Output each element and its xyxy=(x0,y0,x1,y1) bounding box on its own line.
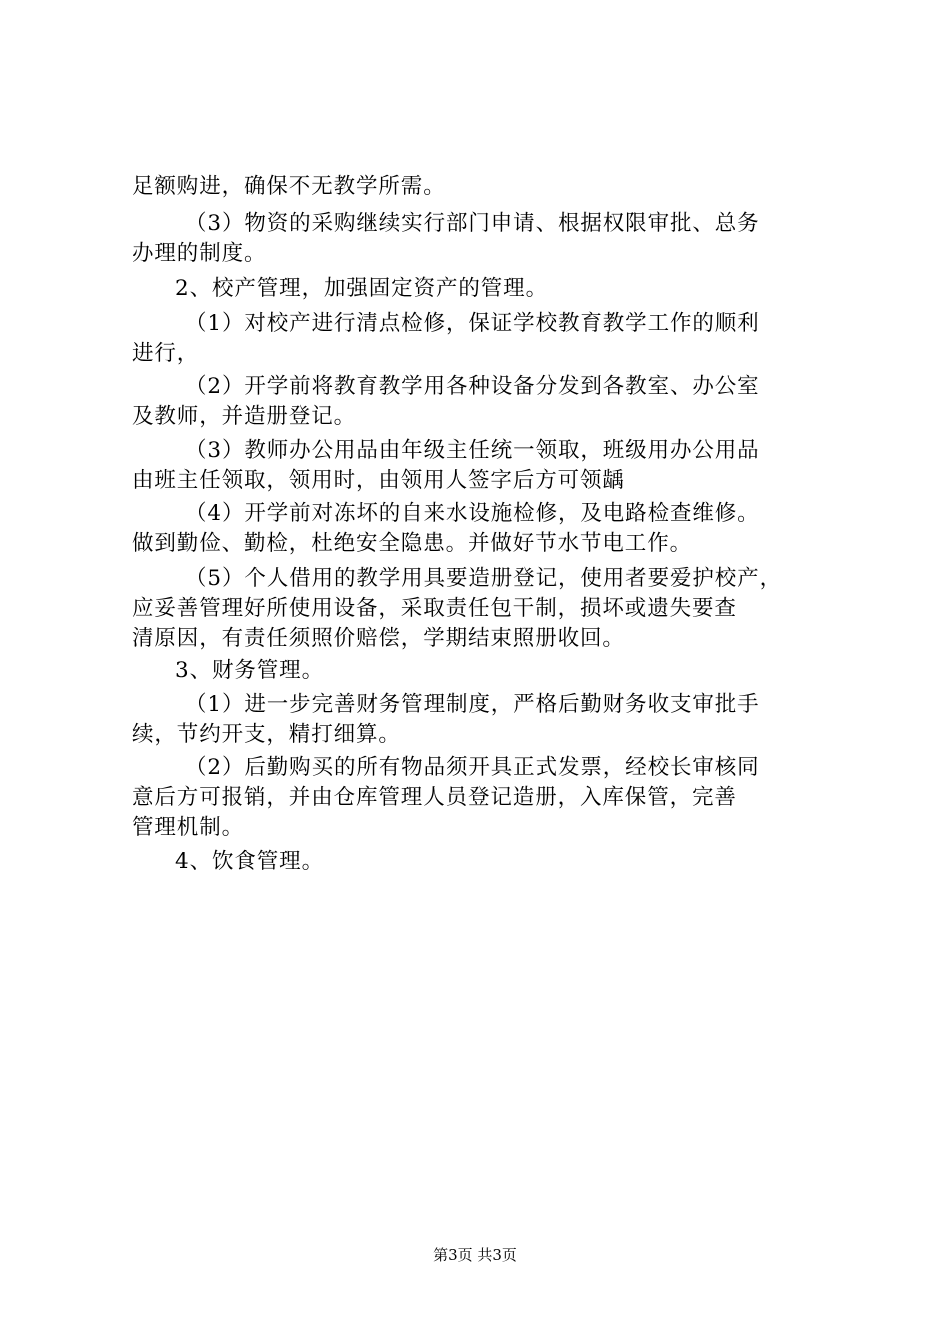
paragraph-line: 管理机制。 xyxy=(132,815,245,840)
section-heading: 2、校产管理，加强固定资产的管理。 xyxy=(175,276,548,301)
paragraph-line: （3）物资的采购继续实行部门申请、根据权限审批、总务 xyxy=(185,211,760,236)
section-heading: 3、财务管理。 xyxy=(175,658,324,683)
paragraph-line: 办理的制度。 xyxy=(132,241,267,266)
paragraph-line: 进行， xyxy=(132,341,200,366)
section-heading: 4、饮食管理。 xyxy=(175,849,324,874)
paragraph-line: （1）进一步完善财务管理制度，严格后勤财务收支审批手 xyxy=(185,692,760,717)
paragraph-line: （5）个人借用的教学用具要造册登记，使用者要爱护校产， xyxy=(185,566,782,591)
paragraph-line: 清原因，有责任须照价赔偿，学期结束照册收回。 xyxy=(132,626,625,651)
paragraph-line: （3）教师办公用品由年级主任统一领取，班级用办公用品 xyxy=(185,438,760,463)
paragraph-line: （1）对校产进行清点检修，保证学校教育教学工作的顺利 xyxy=(185,311,760,336)
paragraph-line: 及教师，并造册登记。 xyxy=(132,404,357,429)
paragraph-line: （4）开学前对冻坏的自来水设施检修，及电路检查维修。 xyxy=(185,501,760,526)
paragraph-line: 续，节约开支，精打细算。 xyxy=(132,722,401,747)
paragraph-line: 意后方可报销，并由仓库管理人员登记造册，入库保管，完善 xyxy=(132,785,737,810)
paragraph-line: 足额购进，确保不无教学所需。 xyxy=(132,174,446,199)
paragraph-line: （2）开学前将教育教学用各种设备分发到各教室、办公室 xyxy=(185,374,760,399)
paragraph-line: （2）后勤购买的所有物品须开具正式发票，经校长审核同 xyxy=(185,755,760,780)
paragraph-line: 由班主任领取，领用时，由领用人签字后方可领龋 xyxy=(132,468,625,493)
paragraph-line: 应妥善管理好所使用设备，采取责任包干制，损坏或遗失要查 xyxy=(132,596,737,621)
paragraph-line: 做到勤俭、勤检，杜绝安全隐患。并做好节水节电工作。 xyxy=(132,531,693,556)
page-footer: 第3页 共3页 xyxy=(433,1246,517,1264)
